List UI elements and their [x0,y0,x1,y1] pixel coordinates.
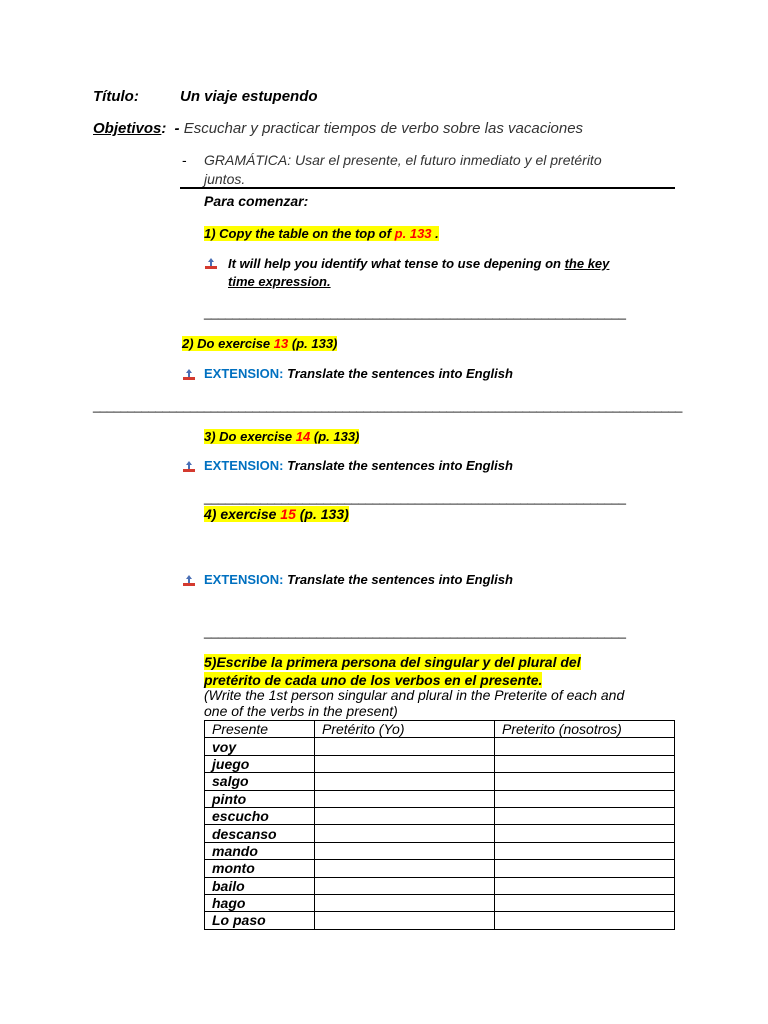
table-row [205,738,675,755]
preterite-yo-cell[interactable] [315,807,495,824]
step-5-note-2: one of the verbs in the present) [204,703,398,719]
arrow-bullet-icon [182,369,196,381]
step-1-tip-key: the key [564,256,610,271]
step-4-prefix: 4) exercise [204,506,281,522]
table-row [205,825,675,842]
verb-cell: salgo [205,773,315,790]
arrow-bullet-icon [182,575,196,587]
table-row [205,894,675,911]
step-5-line1: 5)Escribe la primera persona del singular y del plural del [204,654,581,670]
preterite-yo-cell[interactable] [315,877,495,894]
step-1-prefix: 1) Copy the table on the top of [204,226,395,241]
verb-cell: voy [205,738,315,755]
verb-cell: monto [205,860,315,877]
step-2-num: 13 [273,336,289,351]
arrow-bullet-icon [182,461,196,473]
verb-cell: escucho [205,807,315,824]
objetivo-dash: - [174,120,180,137]
step-5-line2: pretérito de cada uno de los verbos en el presente. [204,672,543,688]
table-header: Pretérito (Yo) [315,721,495,738]
blank-line-4: ____________________________________________________________ [204,624,626,639]
table-row [205,877,675,894]
blank-line-3: ____________________________________________________________ [204,490,626,505]
verb-table [204,720,675,930]
extension-text: Translate the sentences into English [283,572,513,587]
table-header: Presente [205,721,315,738]
preterite-nosotros-cell[interactable] [495,894,675,911]
extension-label: EXTENSION: [204,366,284,381]
objetivo-1: Escuchar y practicar tiempos de verbo sobre las vacaciones [183,120,584,137]
verb-cell: hago [205,894,315,911]
step-3-suffix: (p. 133) [310,429,360,444]
preterite-yo-cell[interactable] [315,790,495,807]
titulo-label: Título: [93,88,139,105]
preterite-yo-cell[interactable] [315,860,495,877]
preterite-nosotros-cell[interactable] [495,755,675,772]
step-2-prefix: 2) Do exercise [182,336,274,351]
blank-line-1: ____________________________________________________________ [204,305,626,320]
preterite-yo-cell[interactable] [315,912,495,929]
objetivos-colon: : [161,120,167,137]
blank-line-2: _____________________________________________________________________________________ [93,398,683,413]
step-1-page: p. 133 [394,226,432,241]
preterite-yo-cell[interactable] [315,825,495,842]
objetivo-2-line1: GRAMÁTICA: Usar el presente, el futuro inmediato y el pretérito [204,152,602,168]
step-1-suffix: . [431,226,439,241]
arrow-bullet-icon [204,258,218,270]
step-1-tip-text: It will help you identify what tense to use depening on [228,256,565,271]
extension-2 [204,458,513,473]
table-header: Preterito (nosotros) [495,721,675,738]
table-header-row [205,721,675,738]
extension-3 [204,572,513,587]
preterite-yo-cell[interactable] [315,842,495,859]
step-2 [182,336,337,351]
preterite-nosotros-cell[interactable] [495,825,675,842]
step-3-prefix: 3) Do exercise [204,429,296,444]
preterite-yo-cell[interactable] [315,894,495,911]
preterite-nosotros-cell[interactable] [495,842,675,859]
extension-label: EXTENSION: [204,572,284,587]
step-5-note-1: (Write the 1st person singular and plural in the Preterite of each and [204,687,625,703]
table-row [205,912,675,929]
preterite-nosotros-cell[interactable] [495,860,675,877]
objetivo-2-dash: - [182,152,187,168]
titulo-value: Un viaje estupendo [180,88,318,105]
table-row [205,755,675,772]
step-2-suffix: (p. 133) [288,336,338,351]
table-row [205,842,675,859]
intro-heading: Para comenzar: [204,193,309,209]
preterite-nosotros-cell[interactable] [495,807,675,824]
objetivo-2 [204,151,602,189]
step-3 [204,429,359,444]
extension-1 [204,366,513,381]
table-row [205,773,675,790]
preterite-nosotros-cell[interactable] [495,912,675,929]
step-4 [204,506,349,522]
step-5 [204,653,581,689]
objetivos-label: Objetivos [93,120,162,137]
step-1 [204,226,439,241]
step-4-suffix: (p. 133) [295,506,349,522]
objetivo-2-line2: juntos. [204,171,246,187]
verb-cell: descanso [205,825,315,842]
step-3-num: 14 [295,429,311,444]
step-5-note [204,687,624,719]
verb-cell: juego [205,755,315,772]
preterite-nosotros-cell[interactable] [495,738,675,755]
verb-cell: mando [205,842,315,859]
table-row [205,860,675,877]
extension-text: Translate the sentences into English [283,366,513,381]
step-1-tip-key-2: time expression. [228,274,331,289]
preterite-nosotros-cell[interactable] [495,877,675,894]
verb-cell: Lo paso [205,912,315,929]
table-row [205,790,675,807]
preterite-nosotros-cell[interactable] [495,773,675,790]
verb-cell: bailo [205,877,315,894]
extension-label: EXTENSION: [204,458,284,473]
table-row [205,807,675,824]
preterite-yo-cell[interactable] [315,738,495,755]
preterite-nosotros-cell[interactable] [495,790,675,807]
preterite-yo-cell[interactable] [315,755,495,772]
step-4-num: 15 [280,506,296,522]
objetivos-row [93,120,583,137]
verb-cell: pinto [205,790,315,807]
extension-text: Translate the sentences into English [283,458,513,473]
section-divider [180,187,675,189]
step-1-tip [228,255,609,291]
preterite-yo-cell[interactable] [315,773,495,790]
